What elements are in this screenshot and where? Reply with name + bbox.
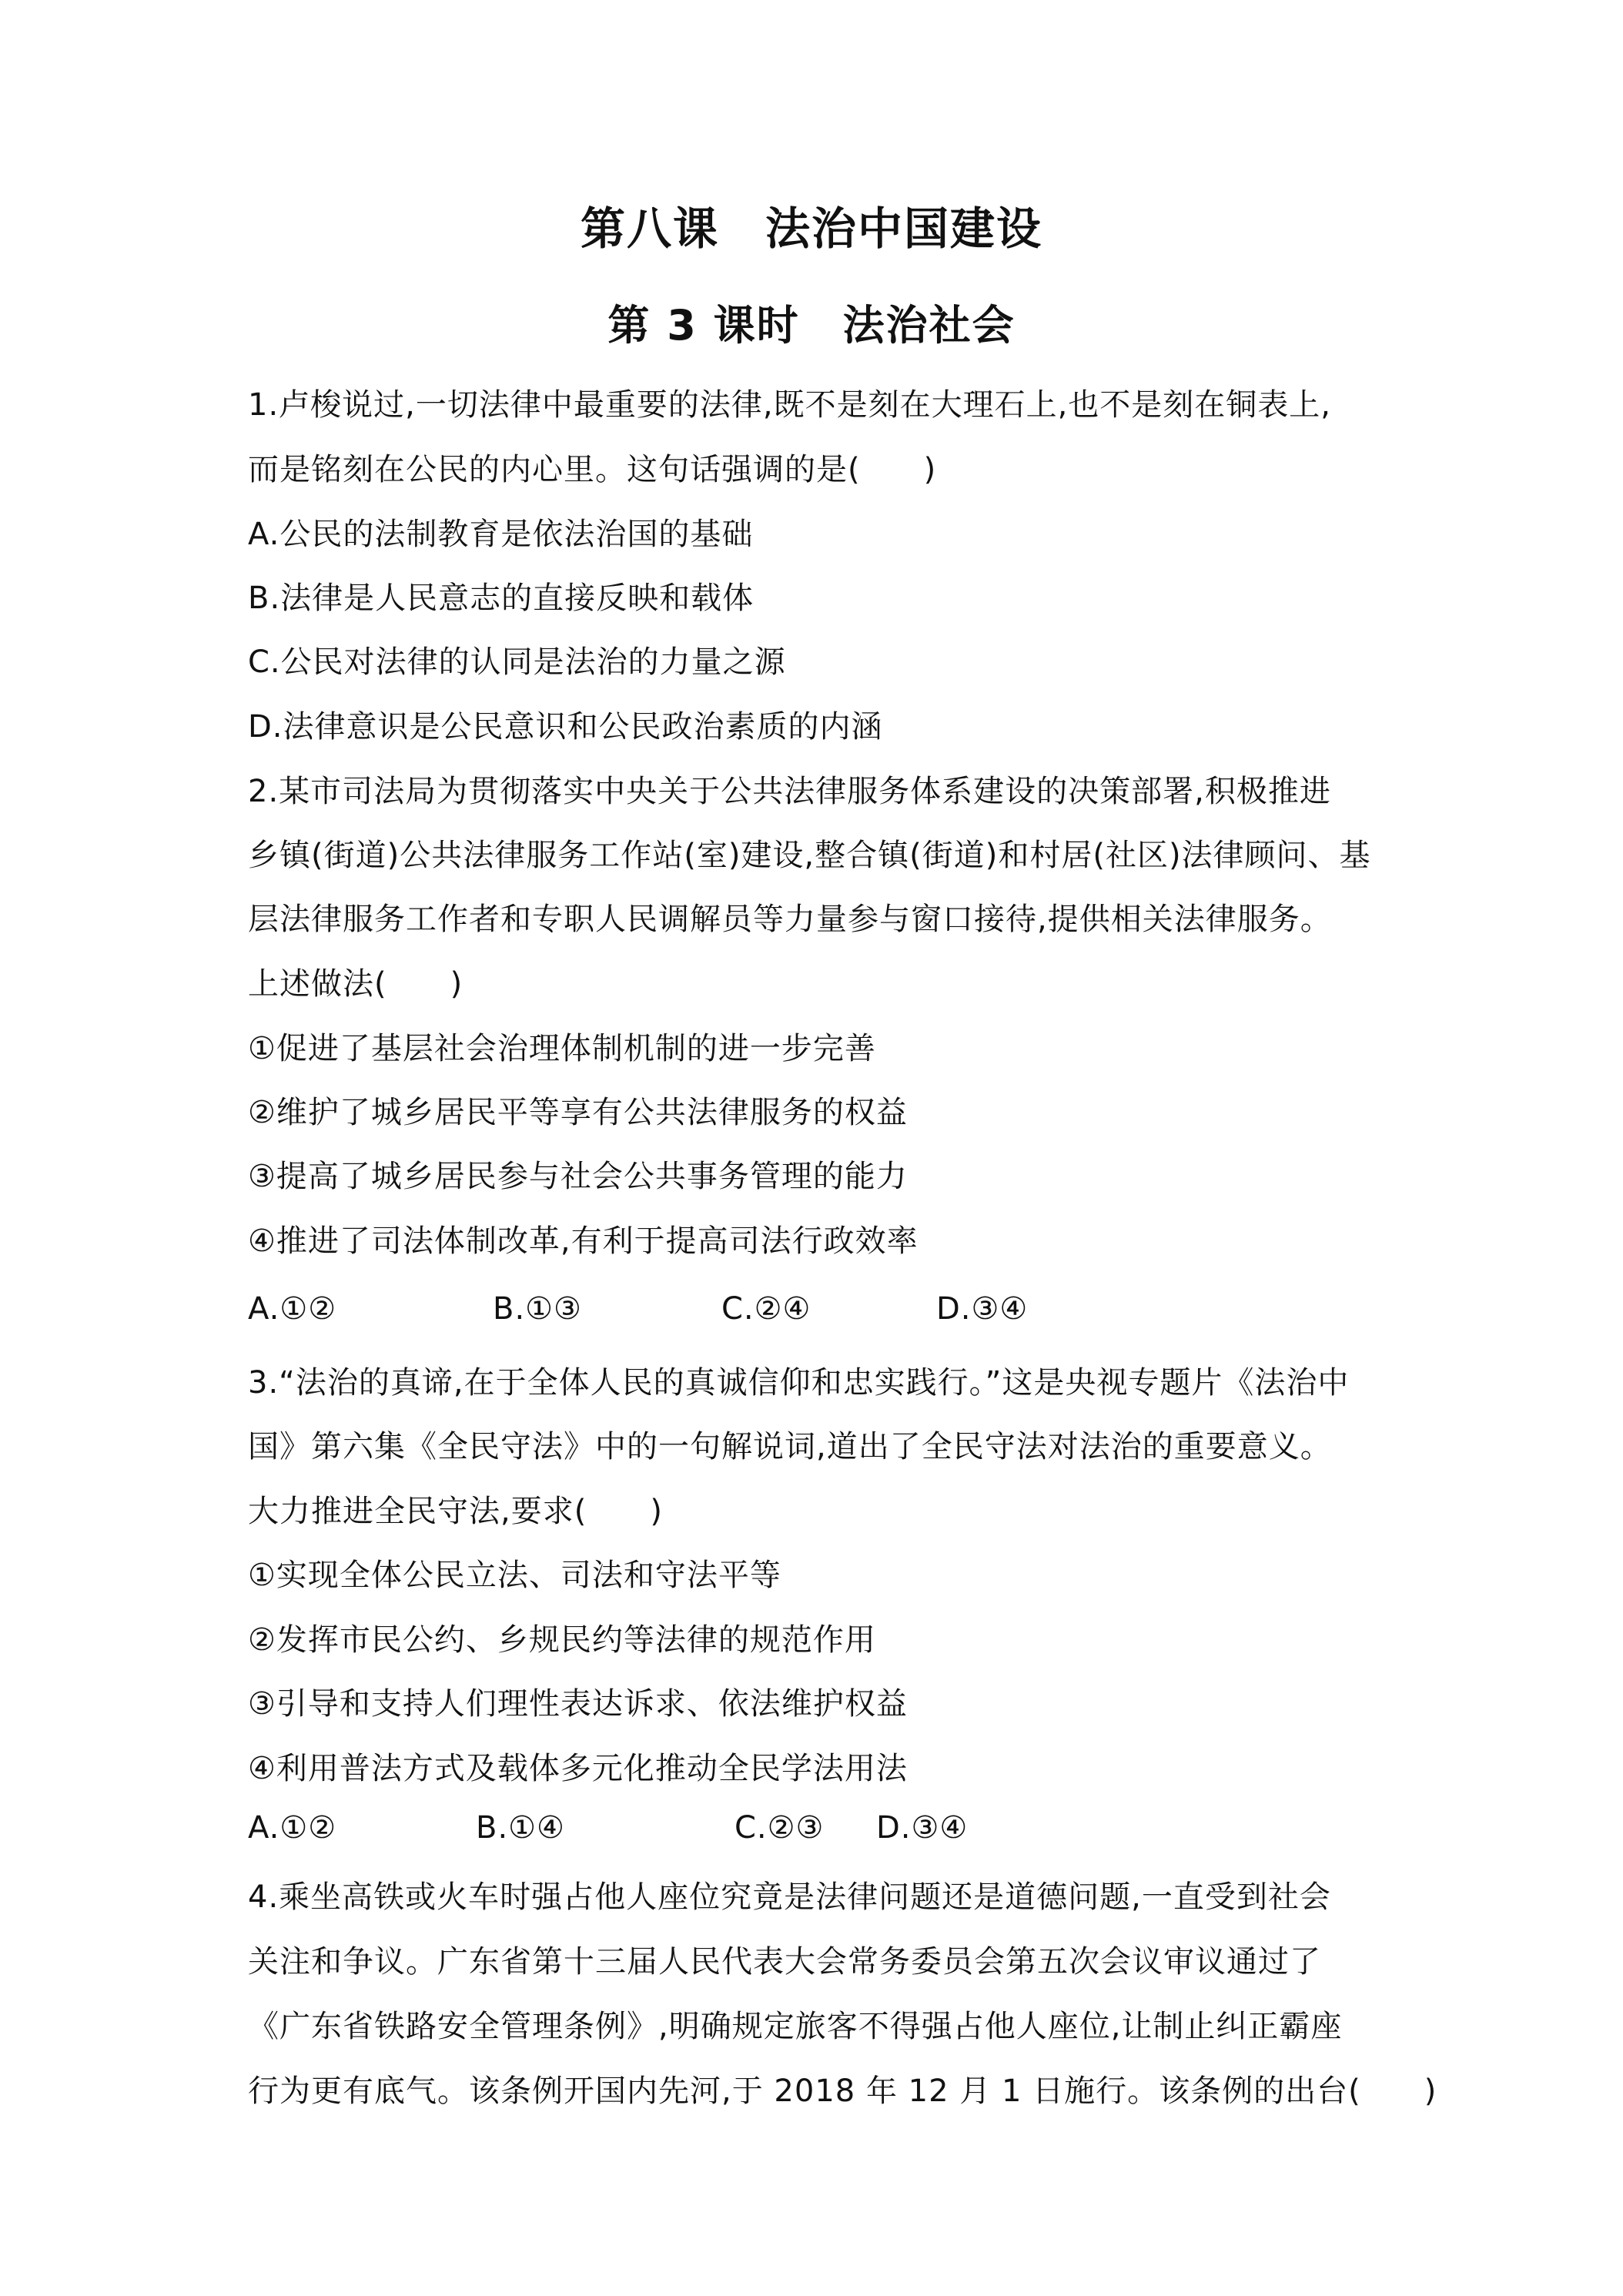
q3-choice-b: B.①④: [476, 1810, 565, 1846]
q3-statement-3: ③引导和支持人们理性表达诉求、依法维护权益: [248, 1686, 908, 1722]
q1-option-a: A.公民的法制教育是依法治国的基础: [248, 517, 754, 552]
q2-statement-4: ④推进了司法体制改革,有利于提高司法行政效率: [248, 1223, 919, 1259]
q3-stem-line-2: 国》第六集《全民守法》中的一句解说词,道出了全民守法对法治的重要意义。: [248, 1429, 1332, 1464]
section-title: 第 3 课时 法治社会: [607, 301, 1016, 350]
q2-choice-d: D.③④: [936, 1291, 1029, 1327]
q3-statement-2: ②发挥市民公约、乡规民约等法律的规范作用: [248, 1622, 876, 1658]
q3-choice-a: A.①②: [248, 1810, 337, 1846]
q3-statement-4: ④利用普法方式及载体多元化推动全民学法用法: [248, 1751, 908, 1786]
q2-statement-2: ②维护了城乡居民平等享有公共法律服务的权益: [248, 1095, 908, 1130]
q1-stem-line-2: 而是铭刻在公民的内心里。这句话强调的是( ): [248, 452, 937, 487]
q2-statement-1: ①促进了基层社会治理体制机制的进一步完善: [248, 1031, 876, 1066]
q2-stem-line-3: 层法律服务工作者和专职人民调解员等力量参与窗口接待,提供相关法律服务。: [248, 902, 1332, 937]
q2-stem-line-4: 上述做法( ): [248, 966, 463, 1002]
q2-choice-b: B.①③: [493, 1291, 582, 1327]
q2-stem-line-1: 2.某市司法局为贯彻落实中央关于公共法律服务体系建设的决策部署,积极推进: [248, 774, 1331, 809]
q4-stem-line-2: 关注和争议。广东省第十三届人民代表大会常务委员会第五次会议审议通过了: [248, 1944, 1321, 1980]
q3-stem-line-3: 大力推进全民守法,要求( ): [248, 1494, 663, 1529]
q2-choice-a: A.①②: [248, 1291, 337, 1327]
q3-stem-line-1: 3.“法治的真谛,在于全体人民的真诚信仰和忠实践行。”这是央视专题片《法治中: [248, 1365, 1350, 1401]
q4-stem-line-1: 4.乘坐高铁或火车时强占他人座位究竟是法律问题还是道德问题,一直受到社会: [248, 1879, 1331, 1915]
q2-stem-line-2: 乡镇(街道)公共法律服务工作站(室)建设,整合镇(街道)和村居(社区)法律顾问、基: [248, 838, 1371, 873]
q4-stem-line-4: 行为更有底气。该条例开国内先河,于 2018 年 12 月 1 日施行。该条例的出台( ): [248, 2073, 1437, 2109]
q3-choice-c: C.②③: [735, 1810, 825, 1846]
q2-choice-c: C.②④: [721, 1291, 812, 1327]
q3-choice-d: D.③④: [876, 1810, 969, 1846]
q3-statement-1: ①实现全体公民立法、司法和守法平等: [248, 1558, 781, 1593]
q1-stem-line-1: 1.卢梭说过,一切法律中最重要的法律,既不是刻在大理石上,也不是刻在铜表上,: [248, 387, 1332, 423]
q1-option-b: B.法律是人民意志的直接反映和载体: [248, 581, 755, 616]
q4-stem-line-3: 《广东省铁路安全管理条例》,明确规定旅客不得强占他人座位,让制止纠正霸座: [248, 2009, 1343, 2044]
q2-statement-3: ③提高了城乡居民参与社会公共事务管理的能力: [248, 1159, 908, 1194]
q1-option-d: D.法律意识是公民意识和公民政治素质的内涵: [248, 709, 883, 745]
lesson-title: 第八课 法治中国建设: [580, 202, 1042, 255]
q1-option-c: C.公民对法律的认同是法治的力量之源: [248, 644, 786, 680]
